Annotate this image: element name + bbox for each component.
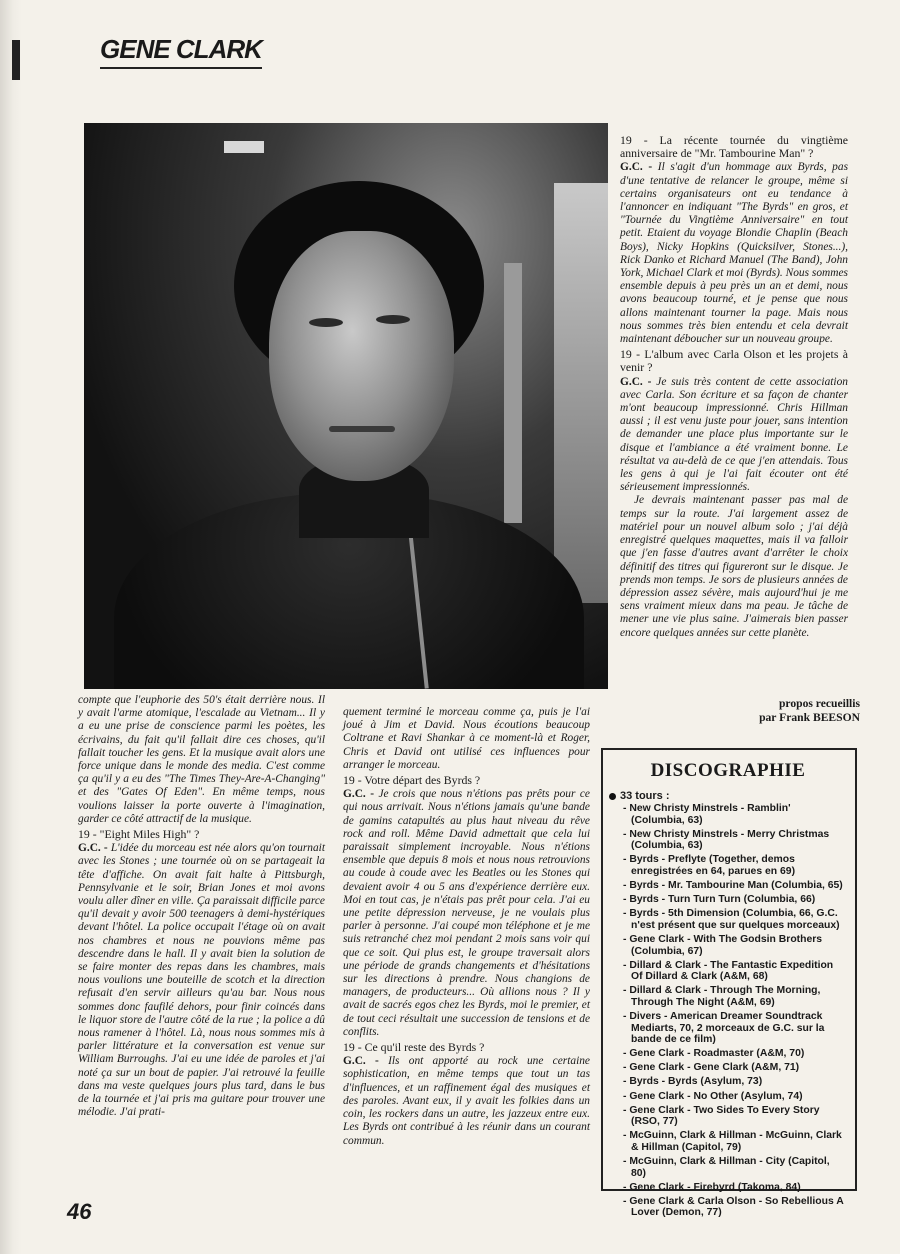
discography-item: - Byrds - Preflyte (Together, demos enregistrées en 64, parues en 69) <box>623 854 796 877</box>
article-column-2 <box>343 706 590 1148</box>
interview-question: 19 - Ce qu'il reste des Byrds ? <box>343 1040 485 1055</box>
discography-item: - Gene Clark - Roadmaster (A&M, 70) <box>623 1048 805 1060</box>
interview-credit <box>690 697 860 725</box>
answer-text: L'idée du morceau est née alors qu'on tournait avec les Stones ; une tournée où on se partageait la tête d'affiche. On avait fait halte à Pittsburgh, Pennsylvanie et le soir, Brian Jones et moi avons voulu aller dîner en ville. Ça paraissait difficile parce qu'il devait y avoir 500 teenagers à demi-hystériques devant l'hôtel. La police occupait l'étage où on avait nos chambres et nous ne pouvions même pas descendre dans le hall. Il y avait bien la solution de se faire monter des repas dans les chambres, mais nous voulions une bouteille de scotch et la direction refusait d'en servir ailleurs qu'au bar. Nous nous sommes donc faufilé dehors, pour finir coincés dans le liquor store de l'autre côté de la rue ; la police a dû nous ramener à l'hôtel. Là, nous nous sommes mis à parler littérature et la conversation est venue sur William Burroughs. J'ai eu une idée de paroles et j'ai noté ça sur un bout de papier. J'ai retrouvé la feuille dans ma veste quelques jours plus tard, dans le bus de la tournée et j'ai pris ma guitare pour trouver une mélodie. J'ai prati- <box>78 842 325 1119</box>
credit-line-2: par Frank BEESON <box>759 711 860 724</box>
page-number: 46 <box>67 1199 92 1224</box>
answer-label: G.C. - <box>343 1055 379 1068</box>
portrait-photo <box>84 123 608 689</box>
interview-question: 19 - La récente tournée du vingtième anniversaire de "Mr. Tambourine Man" ? <box>620 133 848 161</box>
article-header: GENE CLARK <box>100 34 262 69</box>
answer-text: Je suis très content de cette association avec Carla. Son écriture et sa façon de chanter m'ont beaucoup impressionné. Chris Hillman aussi ; il est venu juste pour jouer, sans intention de demander une place plus importante sur le disque et l'ambiance a été vraiment bonne. Le résultat va au-delà de ce que j'en attendais. Tous les gens à qui je l'ai fait écouter ont été sérieusement impressionnés. <box>620 375 848 494</box>
discography-box <box>601 748 857 1219</box>
discography-item: - Dillard & Clark - Through The Morning, Through The Night (A&M, 69) <box>623 985 821 1008</box>
interview-question: 19 - L'album avec Carla Olson et les projets à venir ? <box>620 347 848 375</box>
paragraph: Je devrais maintenant passer pas mal de temps sur la route. J'ai largement assez de matériel pour un nouvel album solo ; j'ai déjà enregistré quelques maquettes, mais il va falloir que j'en fasse d'autres avant d'arrêter le choix définitif des titres qui figureront sur le disque. Je prends mon temps. Je sors de plusieurs années de dépression assez sévère, mais aujourd'hui je me sens vraiment mieux dans ma peau. Je tâche de mener une vie plus saine. J'aimerais bien passer encore quelques années sur cette planète. <box>620 494 848 639</box>
discography-item: - Gene Clark & Carla Olson - So Rebellious A Lover (Demon, 77) <box>623 1195 844 1219</box>
discography-item: - Byrds - Mr. Tambourine Man (Columbia, 65) <box>623 880 843 892</box>
interview-question: 19 - "Eight Miles High" ? <box>78 827 200 842</box>
discography-item: - Dillard & Clark - The Fantastic Expedition Of Dillard & Clark (A&M, 68) <box>623 959 834 983</box>
discography-item: - Gene Clark - Gene Clark (A&M, 71) <box>623 1062 800 1074</box>
discography-heading-text: 33 tours : <box>620 790 670 802</box>
interview-answer <box>620 161 848 346</box>
interview-question: 19 - Votre départ des Byrds ? <box>343 773 481 788</box>
discography-item: - Byrds - 5th Dimension (Columbia, 66, G.C. n'est présent que sur quelques morceaux) <box>623 908 840 931</box>
answer-text: Ils ont apporté au rock une certaine sophistication, en même temps que tout un tas d'influences, et un raffinement égal des musiques et des paroles. Avant eux, il y avait les folkies dans un coin, les rockers dans un autre, les jazzeux entre eux. Les Byrds ont contribué à les réunir dans un courant commun. <box>343 1055 590 1147</box>
discography-item: - Byrds - Turn Turn Turn (Columbia, 66) <box>623 894 816 906</box>
discography-item: - Gene Clark - No Other (Asylum, 74) <box>623 1090 803 1102</box>
paragraph: quement terminé le morceau comme ça, puis je l'ai joué à Jim et David. Nous écoutions beaucoup Coltrane et Ravi Shankar à ce moment-là et Roger, Chris et David ont utilisé ces influences pour arranger le morceau. <box>343 706 590 771</box>
answer-text: Je crois que nous n'étions pas prêts pour ce qui nous arrivait. Nous n'étions jamais qu'une bande de gamins catapultés au plus haut niveau du rêve rock and roll. Même David admettait que cela lui paraissait simplement incroyable. Nous n'étions ensemble que depuis 8 mois et nous nous retrouvions au coude à coude avec les Beatles ou les Stones qui devaient avoir 4 ou 5 ans d'expérience derrière eux. Moi en tout cas, je n'étais pas prêt pour cela. J'ai eu une petite dépression nerveuse, je ne voulais plus parler à personne. J'ai coupé mon téléphone et je me suis retranché chez moi pendant 2 mois sans voir qui que ce soit. Qui plus est, le groupe traversait alors une période de grands changements et d'hésitations sur les directions à prendre. Nous changions de managers, de producteurs... Où allions nous ? Il y avait de sacrés egos chez les Byrds, moi le premier, et de tout ceci résultait une succession de tensions et de conflits. <box>343 788 590 1038</box>
discography-item: - New Christy Minstrels - Merry Christmas (Columbia, 63) <box>623 828 830 852</box>
credit-line-1: propos recueillis <box>778 697 860 710</box>
interview-answer <box>78 842 325 1119</box>
page-spine <box>0 0 22 1254</box>
paragraph: compte que l'euphorie des 50's était derrière nous. Il y avait l'arme atomique, l'escalade au Vietnam... Il y a eu une prise de conscience parmi les poètes, les écrivains, du fait qu'il fallait dire ces choses, qu'il fallait toucher les gens. Et la musique avait alors une force unique dans le monde des media. C'est comme ça qu'il y a eu des "The Times They-Are-A-Changing" et des "Gates Of Eden". En même temps, nous voulions laisser la porte ouverte à l'imagination, garder ce côté attractif de la musique. <box>78 694 325 825</box>
answer-label: G.C. - <box>620 375 652 388</box>
interview-answer <box>343 1055 590 1147</box>
article-column-1 <box>78 694 325 1120</box>
answer-label: G.C. - <box>343 788 375 801</box>
discography-item: - Gene Clark - Two Sides To Every Story (RSO, 77) <box>623 1104 820 1128</box>
bullet-icon <box>609 793 616 800</box>
answer-label: G.C. - <box>620 161 653 174</box>
discography-item: - McGuinn, Clark & Hillman - City (Capitol, 80) <box>623 1156 830 1179</box>
discography-item: - Divers - American Dreamer Soundtrack Mediarts, 70, 2 morceaux de G.C. sur la bande de ce film) <box>623 1011 825 1046</box>
discography-item: - McGuinn, Clark & Hillman - McGuinn, Clark & Hillman (Capitol, 79) <box>623 1130 842 1153</box>
discography-list <box>609 803 847 1219</box>
discography-item: - Gene Clark - Firebyrd (Takoma, 84) <box>623 1181 801 1193</box>
discography-item: - Gene Clark - With The Godsin Brothers (Columbia, 67) <box>623 933 823 957</box>
interview-answer <box>343 788 590 1039</box>
discography-heading <box>609 790 847 802</box>
answer-label: G.C. - <box>78 842 108 855</box>
spine-mark <box>12 40 20 80</box>
discography-item: - New Christy Minstrels - Ramblin' (Columbia, 63) <box>623 803 791 826</box>
answer-text: Il s'agit d'un hommage aux Byrds, pas d'une tentative de relancer le groupe, même si certains organisateurs ont eu tendance à l'annoncer en indiquant "The Byrds" en gros, et "Tournée du Vingtième Anniversaire" en tout petit. Etaient du voyage Blondie Chaplin (Beach Boys), Nicky Hopkins (Quicksilver, Stones...), Rick Danko et Richard Manuel (The Band), John York, Michael Clark et moi (Byrds). Nous sommes ensemble depuis à peu près un an et demi, nous avons beaucoup tourné, et je pense que nous allons maintenant tourner la page. Mais nous nous sommes très bien entendu et cela devrait maintenant déboucher sur un nouveau groupe. <box>620 161 848 346</box>
discography-title: DISCOGRAPHIE <box>650 760 806 781</box>
discography-item: - Byrds - Byrds (Asylum, 73) <box>623 1076 763 1088</box>
article-column-3 <box>620 132 848 640</box>
interview-answer <box>620 376 848 495</box>
